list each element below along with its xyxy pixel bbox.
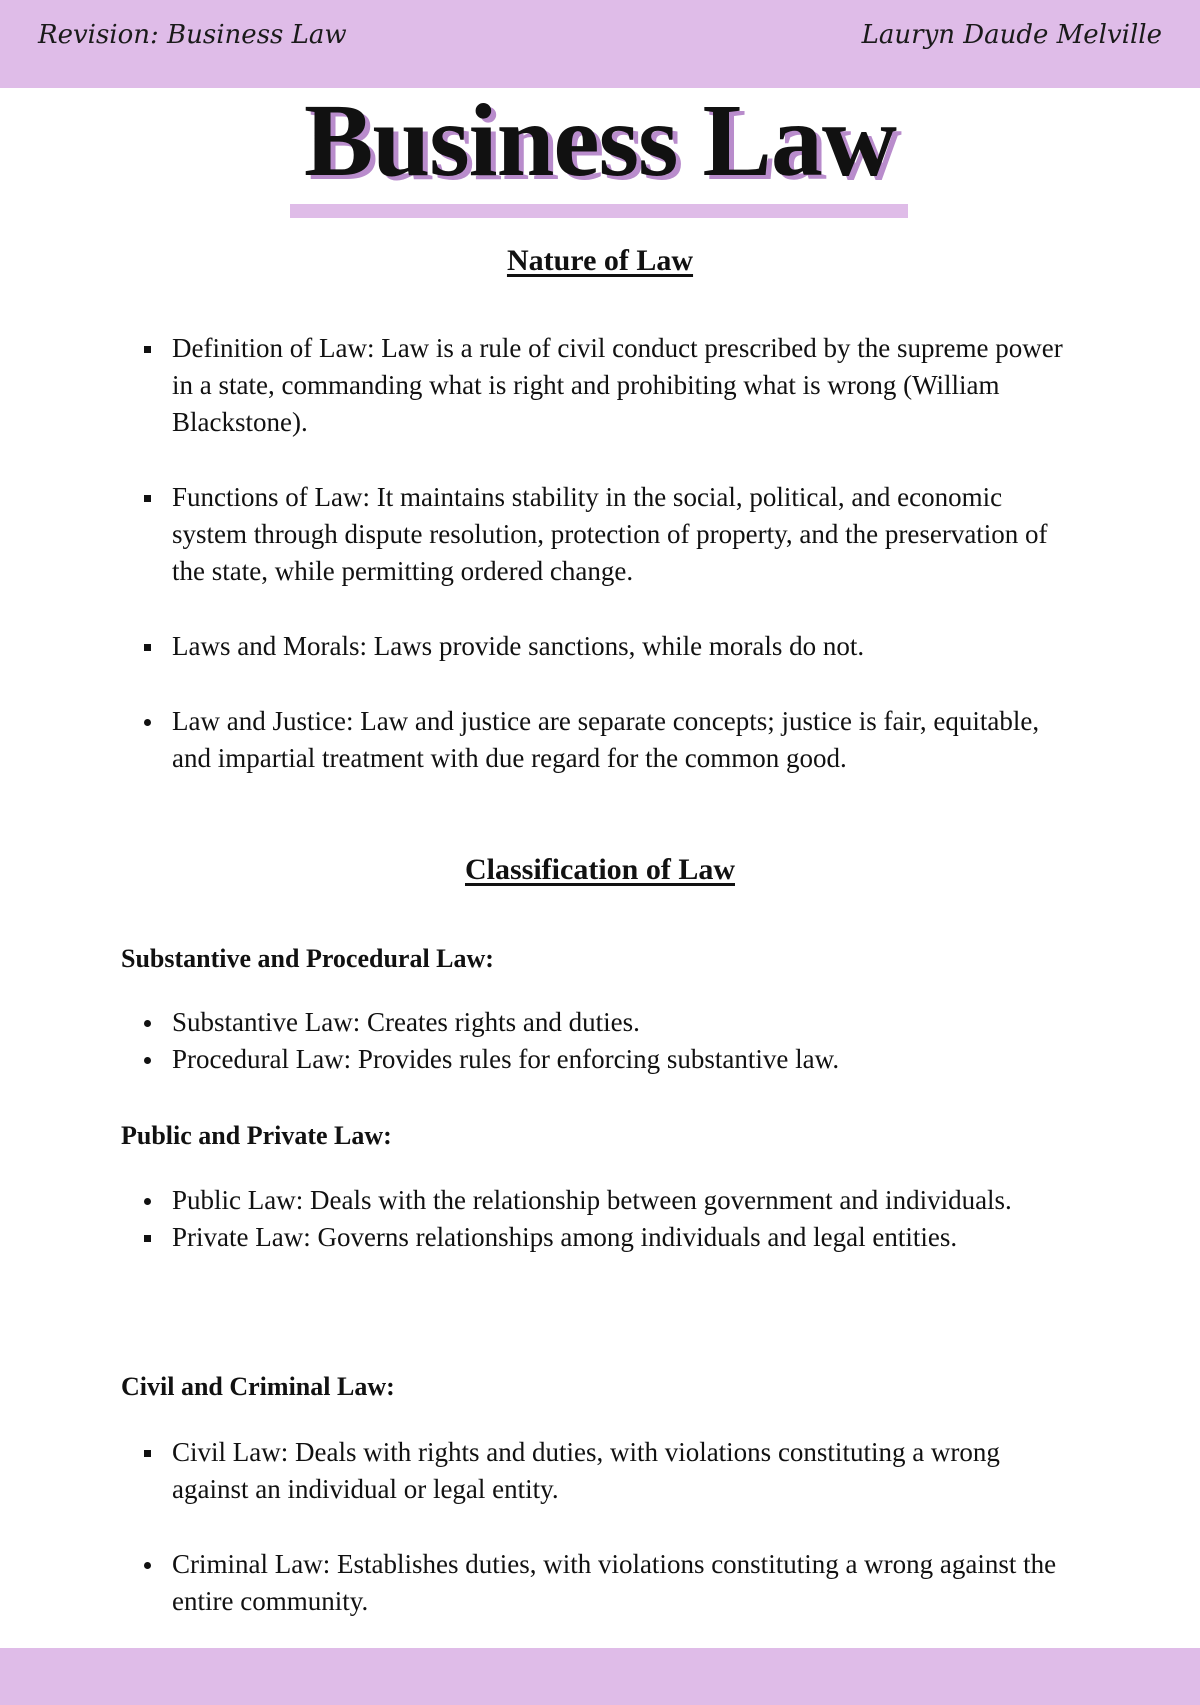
list-item: [140, 1546, 1080, 1620]
subheading-civil-criminal: Civil and Criminal Law:: [121, 1372, 395, 1401]
list-item-text: Definition of Law: Law is a rule of civil conduct prescribed by the supreme power in a state, commanding what is right and prohibiting what is wrong (William Blackstone).: [172, 333, 1063, 437]
list-item: [140, 1219, 1080, 1256]
section-heading-nature: Nature of Law: [506, 244, 694, 277]
list-item: [140, 1434, 1080, 1508]
list-item-text: Civil Law: Deals with rights and duties, with violations constituting a wrong against an individual or legal entity.: [172, 1437, 1000, 1504]
round-bullet-icon: [144, 1198, 151, 1205]
square-bullet-icon: [144, 644, 151, 651]
header-right-text: Lauryn Daude Melville: [861, 20, 1162, 50]
square-bullet-icon: [144, 346, 151, 353]
list-item-text: Criminal Law: Establishes duties, with violations constituting a wrong against the entire community.: [172, 1549, 1057, 1616]
subheading-public-private: Public and Private Law:: [121, 1121, 392, 1150]
list-item: [140, 628, 1080, 665]
list-item-text: Functions of Law: It maintains stability in the social, political, and economic system through dispute resolution, protection of property, and the preservation of the state, while permitting ordered change.: [172, 482, 1048, 586]
list-item: [140, 479, 1080, 590]
round-bullet-icon: [144, 1020, 151, 1027]
civil-criminal-list: [140, 1434, 1080, 1658]
list-item-text: Substantive Law: Creates rights and duties.: [172, 1007, 640, 1037]
list-item-text: Laws and Morals: Laws provide sanctions, while morals do not.: [172, 631, 865, 661]
list-item: [140, 1182, 1080, 1219]
list-item-text: Private Law: Governs relationships among individuals and legal entities.: [172, 1222, 958, 1252]
round-bullet-icon: [144, 1562, 151, 1569]
title-underline-rule: [290, 204, 908, 218]
section-heading-classification: Classification of Law: [465, 853, 735, 886]
square-bullet-icon: [144, 1235, 151, 1242]
list-item: [140, 1041, 1080, 1078]
list-item: [140, 330, 1080, 441]
header-left-text: Revision: Business Law: [38, 20, 347, 50]
list-item: [140, 703, 1080, 777]
header-band: [0, 0, 1200, 88]
footer-band: [0, 1648, 1200, 1705]
round-bullet-icon: [144, 1057, 151, 1064]
public-private-list: [140, 1182, 1080, 1256]
list-item-text: Procedural Law: Provides rules for enforcing substantive law.: [172, 1044, 840, 1074]
document-title: Business Law: [304, 83, 896, 198]
list-item-text: Public Law: Deals with the relationship between government and individuals.: [172, 1185, 1012, 1215]
square-bullet-icon: [144, 1450, 151, 1457]
round-bullet-icon: [144, 719, 151, 726]
subheading-substantive-procedural: Substantive and Procedural Law:: [121, 944, 494, 973]
nature-list: [140, 330, 1080, 815]
square-bullet-icon: [144, 495, 151, 502]
substantive-procedural-list: [140, 1004, 1080, 1078]
list-item: [140, 1004, 1080, 1041]
list-item-text: Law and Justice: Law and justice are separate concepts; justice is fair, equitable, and impartial treatment with due regard for the common good.: [172, 706, 1040, 773]
